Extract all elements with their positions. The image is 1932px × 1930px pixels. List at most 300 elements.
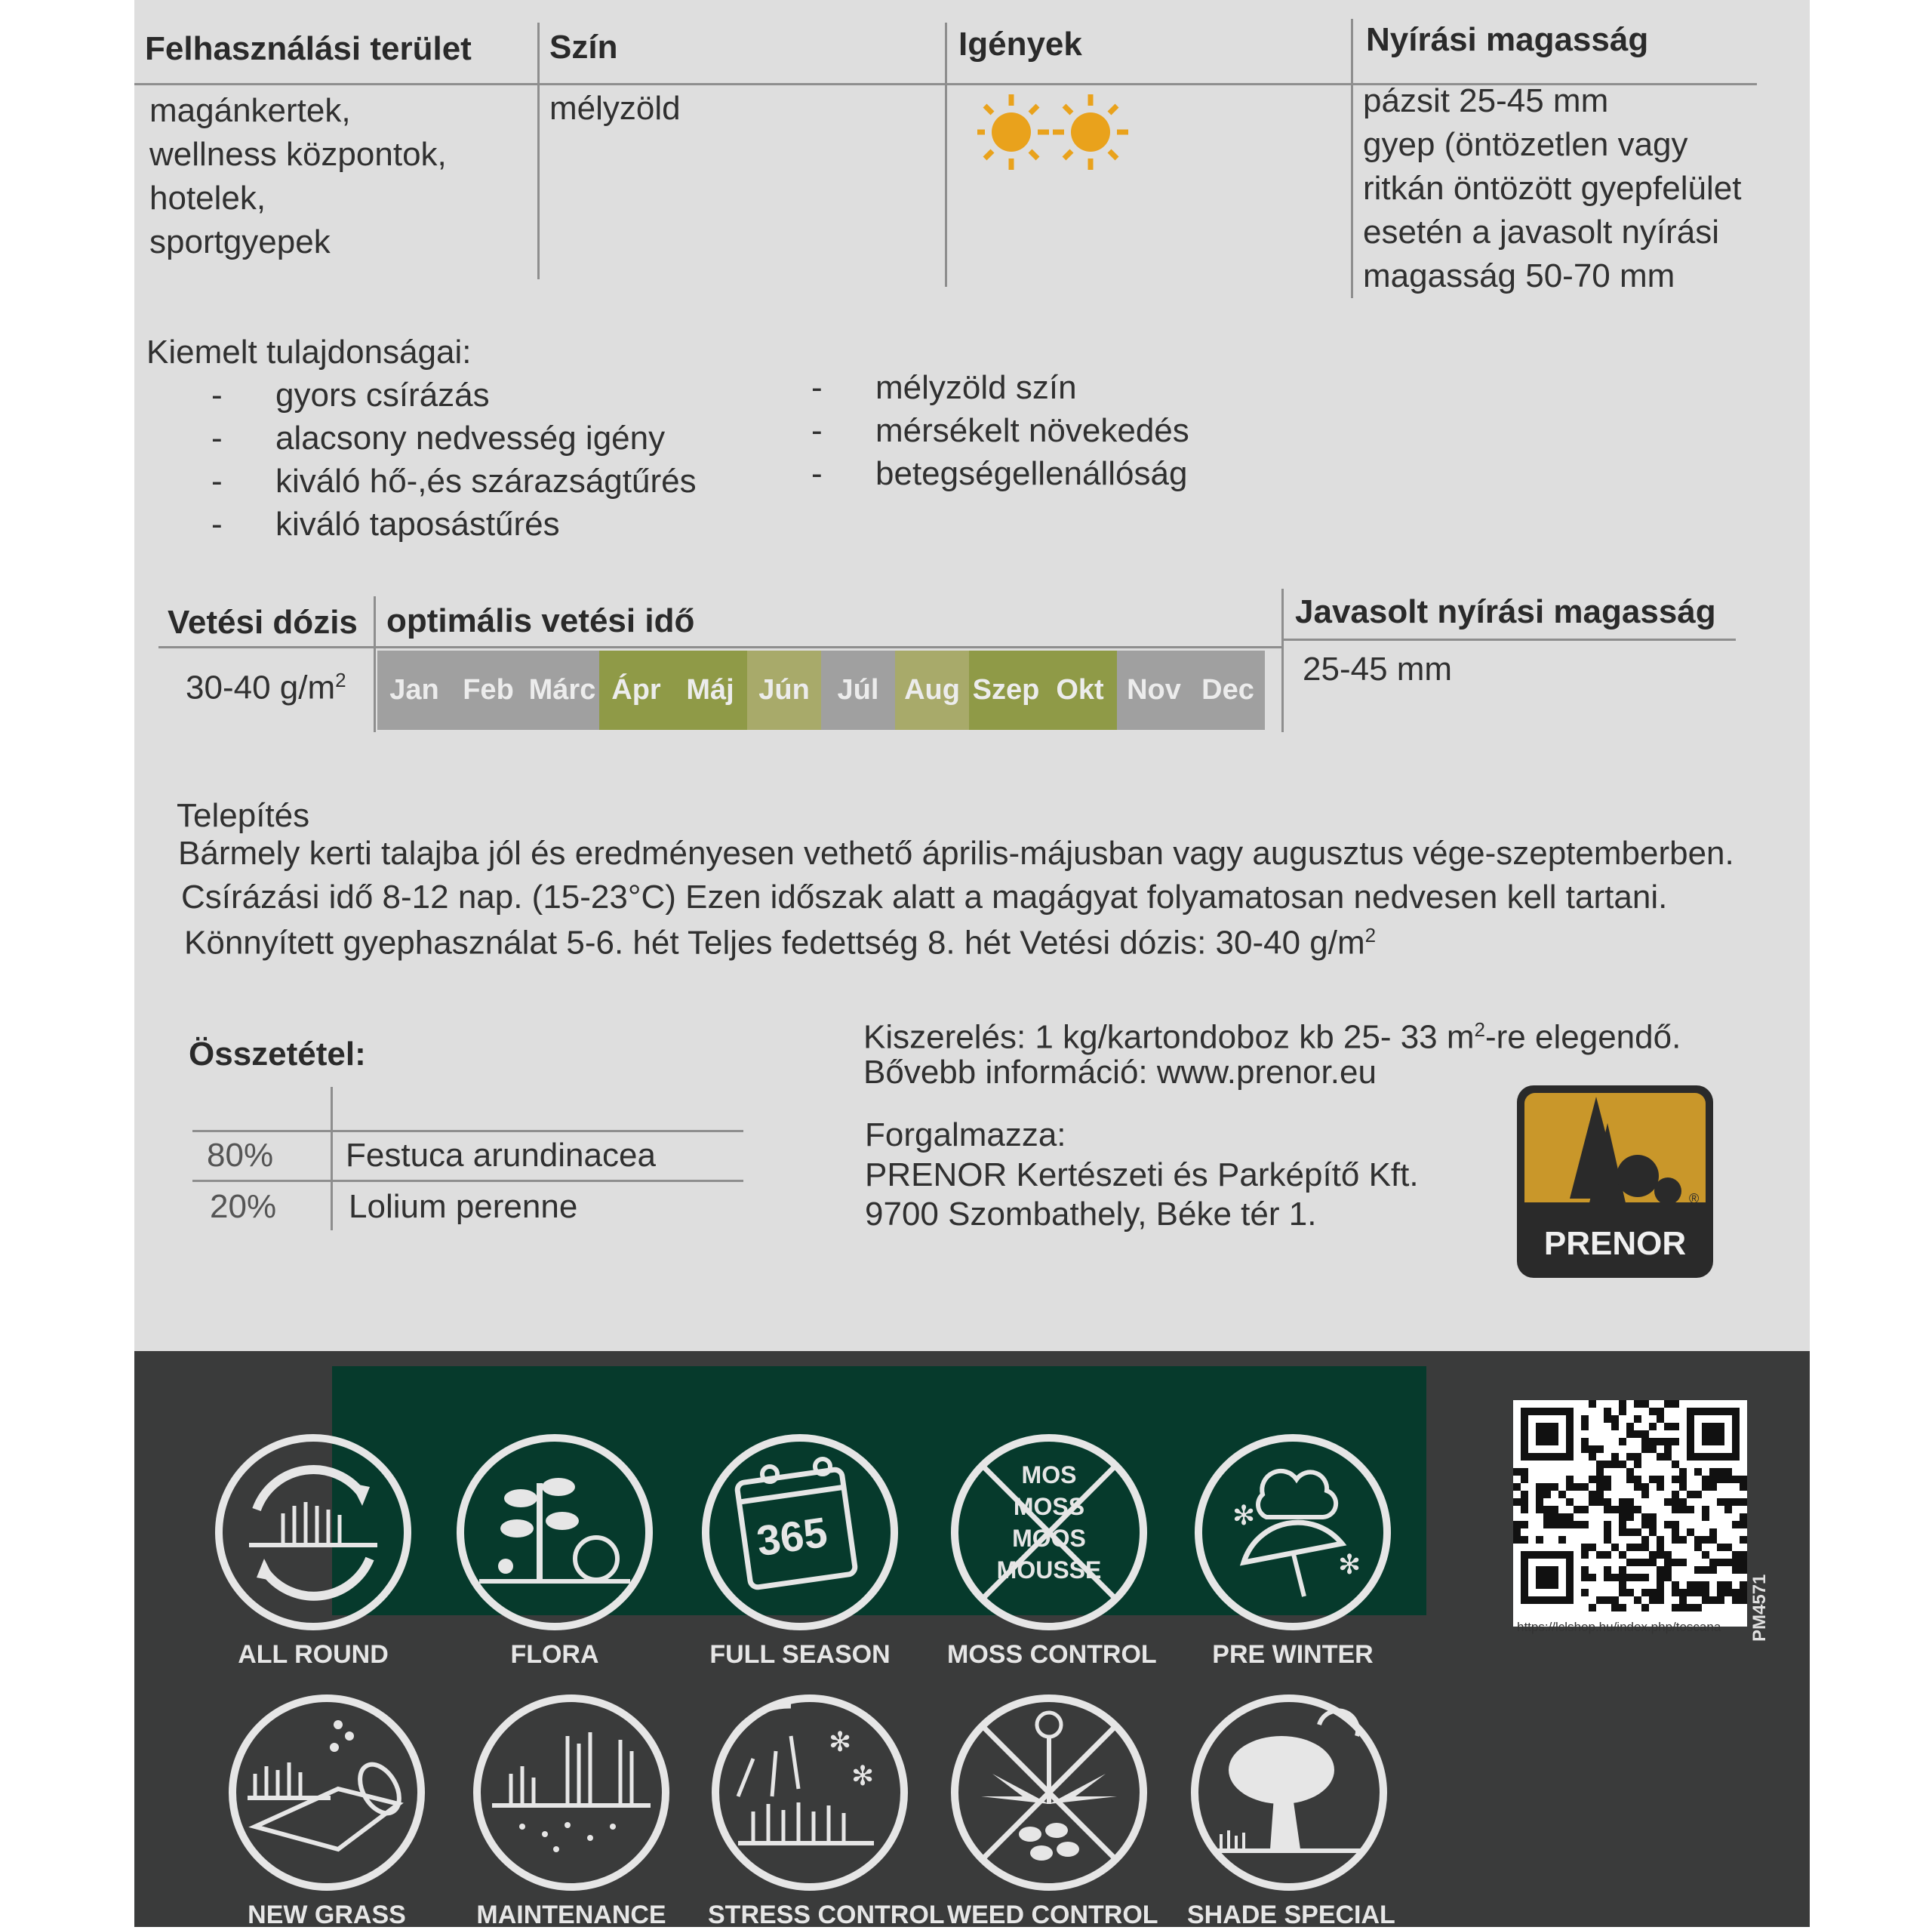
qr-module	[1657, 1408, 1664, 1415]
qr-module	[1649, 1589, 1657, 1596]
qr-module	[1687, 1581, 1694, 1589]
month-cell: Okt	[1043, 651, 1117, 730]
qr-module	[1574, 1483, 1581, 1491]
qr-module	[1679, 1536, 1687, 1544]
svg-text:✻: ✻	[829, 1727, 852, 1758]
composition-pct: 80%	[207, 1137, 274, 1174]
qr-module	[1740, 1566, 1747, 1574]
svg-text:✻: ✻	[851, 1761, 875, 1792]
qr-module	[1566, 1483, 1574, 1491]
qr-module	[1732, 1559, 1740, 1566]
usage-line: magánkertek,	[149, 92, 351, 129]
icon-label: ALL ROUND	[238, 1640, 389, 1669]
qr-module	[1536, 1498, 1543, 1506]
mowing-line: ritkán öntözött gyepfelület	[1363, 170, 1742, 207]
qr-module	[1709, 1596, 1717, 1604]
qr-module	[1649, 1476, 1657, 1483]
properties-left-list	[211, 374, 697, 546]
column-divider	[537, 23, 540, 279]
qr-module	[1724, 1498, 1732, 1506]
qr-module	[1679, 1506, 1687, 1513]
qr-module	[1740, 1536, 1747, 1544]
qr-module	[1709, 1468, 1717, 1476]
qr-module	[1543, 1506, 1551, 1513]
qr-module	[1641, 1438, 1649, 1445]
qr-module	[1634, 1461, 1641, 1468]
qr-module	[1657, 1544, 1664, 1551]
month-cell: Jún	[747, 651, 821, 730]
qr-module	[1551, 1521, 1558, 1528]
qr-module	[1679, 1498, 1687, 1506]
qr-module	[1611, 1415, 1619, 1423]
qr-module	[1619, 1506, 1626, 1513]
qr-module	[1672, 1604, 1679, 1611]
qr-module	[1566, 1513, 1574, 1521]
qr-module	[1657, 1574, 1664, 1581]
qr-module	[1717, 1476, 1724, 1483]
month-cell: Dec	[1201, 674, 1254, 706]
dose-value: 30-40 $g/m^2$	[186, 669, 346, 706]
qr-module	[1566, 1521, 1574, 1528]
qr-module	[1664, 1445, 1672, 1453]
month-cell: Aug	[895, 651, 969, 730]
qr-url[interactable]: https://lclshop.hu/index.php/toscana	[1517, 1620, 1721, 1634]
qr-module	[1543, 1521, 1551, 1528]
qr-module	[1634, 1476, 1641, 1483]
qr-module	[1619, 1461, 1626, 1468]
qr-module	[1732, 1551, 1740, 1559]
more-info: Bővebb információ: www.prenor.eu	[863, 1054, 1377, 1091]
qr-module	[1672, 1581, 1679, 1589]
qr-module	[1732, 1589, 1740, 1596]
qr-module	[1687, 1506, 1694, 1513]
qr-module	[1740, 1483, 1747, 1491]
month-cell: Ápr	[599, 651, 673, 730]
qr-module	[1649, 1513, 1657, 1521]
qr-module	[1619, 1604, 1626, 1611]
qr-module	[1717, 1589, 1724, 1596]
qr-module	[1649, 1551, 1657, 1559]
qr-module	[1558, 1491, 1566, 1498]
mowing-line: esetén a javasolt nyírási	[1363, 214, 1720, 251]
qr-module	[1732, 1521, 1740, 1528]
qr-module	[1619, 1551, 1626, 1559]
list-item: - mélyzöld szín	[811, 369, 1077, 406]
qr-module	[1641, 1536, 1649, 1544]
icon-label: MOSS CONTROL	[947, 1640, 1157, 1669]
pre-winter-icon	[1191, 1430, 1395, 1670]
qr-module	[1619, 1566, 1626, 1574]
packaging-info: Kiszerelés: 1 kg/kartondoboz kb 25- 33 $m^2-re$ elegendő.	[863, 1018, 1681, 1056]
column-divider	[945, 23, 947, 287]
qr-module	[1604, 1498, 1611, 1506]
mowing-line: magasság 50-70 mm	[1363, 257, 1675, 294]
qr-module	[1672, 1491, 1679, 1498]
qr-module	[1589, 1445, 1596, 1453]
qr-module	[1672, 1506, 1679, 1513]
qr-module	[1589, 1453, 1596, 1461]
qr-module	[1740, 1581, 1747, 1589]
qr-module	[1581, 1544, 1589, 1551]
svg-text:✻: ✻	[1338, 1550, 1361, 1581]
qr-module	[1649, 1559, 1657, 1566]
qr-module	[1740, 1596, 1747, 1604]
table-divider	[158, 646, 1283, 648]
qr-module	[1687, 1528, 1694, 1536]
qr-module	[1641, 1430, 1649, 1438]
qr-module	[1611, 1461, 1619, 1468]
qr-module	[1521, 1491, 1528, 1498]
qr-module	[1634, 1415, 1641, 1423]
qr-module	[1604, 1476, 1611, 1483]
qr-module	[1740, 1513, 1747, 1521]
qr-module	[1611, 1453, 1619, 1461]
qr-module	[1596, 1445, 1604, 1453]
list-item: - alacsony nedvesség igény	[211, 420, 666, 457]
mowing-header: Nyírási magasság	[1366, 21, 1649, 58]
qr-module	[1619, 1400, 1626, 1408]
table-divider	[1283, 639, 1736, 641]
qr-module	[1672, 1528, 1679, 1536]
tree-icon	[1524, 1093, 1706, 1221]
qr-module	[1581, 1483, 1589, 1491]
qr-module	[1702, 1483, 1709, 1491]
qr-module	[1521, 1476, 1528, 1483]
qr-module	[1679, 1476, 1687, 1483]
qr-module	[1657, 1483, 1664, 1491]
qr-module	[1611, 1574, 1619, 1581]
qr-module	[1641, 1559, 1649, 1566]
qr-module	[1641, 1491, 1649, 1498]
qr-module	[1604, 1461, 1611, 1468]
qr-module	[1679, 1559, 1687, 1566]
qr-module	[1611, 1596, 1619, 1604]
qr-module	[1649, 1408, 1657, 1415]
qr-module	[1732, 1596, 1740, 1604]
qr-module	[1694, 1536, 1702, 1544]
qr-module	[1664, 1498, 1672, 1506]
month-cell: Feb	[463, 674, 514, 706]
qr-module	[1604, 1528, 1611, 1536]
qr-module	[1604, 1596, 1611, 1604]
qr-module	[1641, 1521, 1649, 1528]
qr-module	[1566, 1476, 1574, 1483]
qr-module	[1626, 1528, 1634, 1536]
product-code: PM4571	[1749, 1574, 1770, 1642]
qr-module	[1664, 1400, 1672, 1408]
qr-module	[1589, 1476, 1596, 1483]
qr-module	[1589, 1491, 1596, 1498]
qr-module	[1513, 1468, 1521, 1476]
qr-module	[1664, 1559, 1672, 1566]
month-cell: Márc	[528, 674, 596, 706]
registered-mark: ®	[1689, 1191, 1700, 1206]
properties-title: Kiemelt tulajdonságai:	[146, 334, 472, 371]
qr-module	[1626, 1513, 1634, 1521]
stress-control-icon	[708, 1691, 945, 1930]
color-value: mélyzöld	[549, 90, 681, 127]
qr-module	[1634, 1559, 1641, 1566]
icon-label: STRESS CONTROL	[708, 1901, 945, 1929]
qr-module	[1611, 1423, 1619, 1430]
column-divider	[331, 1087, 333, 1230]
list-item: - kiváló hő-,és szárazságtűrés	[211, 463, 697, 500]
column-divider	[1281, 589, 1284, 732]
usage-line: sportgyepek	[149, 223, 331, 260]
qr-module	[1740, 1589, 1747, 1596]
month-cell: Szep	[969, 651, 1043, 730]
needs-header: Igények	[958, 26, 1082, 63]
qr-code[interactable]	[1513, 1400, 1747, 1627]
qr-module	[1558, 1536, 1566, 1544]
qr-module	[1664, 1423, 1672, 1430]
qr-module	[1604, 1574, 1611, 1581]
composition-pct: 20%	[210, 1188, 277, 1225]
qr-module	[1649, 1528, 1657, 1536]
prenor-logo	[1517, 1085, 1713, 1278]
mowing-line: pázsit 25-45 mm	[1363, 82, 1609, 119]
qr-module	[1657, 1596, 1664, 1604]
qr-module	[1641, 1483, 1649, 1491]
qr-module	[1672, 1461, 1679, 1468]
moss-control-icon	[947, 1430, 1157, 1670]
qr-module	[1626, 1476, 1634, 1483]
qr-module	[1672, 1438, 1679, 1445]
qr-module	[1679, 1483, 1687, 1491]
needs-cell	[977, 91, 1158, 177]
qr-module	[1581, 1423, 1589, 1430]
moss-word: MOUSSE	[996, 1556, 1102, 1584]
icon-label: FLORA	[510, 1640, 599, 1669]
install-line: Bármely kerti talajba jól és eredményesen vethető április-májusban vagy augusztus vége-szeptemberben.	[178, 835, 1734, 872]
qr-module	[1657, 1438, 1664, 1445]
qr-module	[1694, 1544, 1702, 1551]
moss-word: MOSS	[1013, 1493, 1085, 1520]
qr-module	[1641, 1574, 1649, 1581]
company-address: 9700 Szombathely, Béke tér 1.	[865, 1196, 1317, 1233]
qr-module	[1513, 1528, 1521, 1536]
qr-module	[1558, 1513, 1566, 1521]
color-header: Szín	[549, 29, 618, 66]
qr-module	[1664, 1521, 1672, 1528]
qr-module	[1543, 1483, 1551, 1491]
qr-module	[1672, 1400, 1679, 1408]
qr-module	[1626, 1574, 1634, 1581]
qr-module	[1596, 1491, 1604, 1498]
usage-line: hotelek,	[149, 180, 266, 217]
recommended-mow-header: Javasolt nyírási magasság	[1295, 593, 1716, 630]
qr-module	[1740, 1551, 1747, 1559]
mow-value: 25-45 mm	[1303, 651, 1453, 688]
icon-label: FULL SEASON	[709, 1640, 891, 1669]
shade-special-icon	[1187, 1691, 1395, 1930]
qr-module	[1687, 1589, 1694, 1596]
month-cell: Júl	[837, 674, 879, 706]
qr-module	[1687, 1491, 1694, 1498]
qr-module	[1596, 1468, 1604, 1476]
qr-module	[1717, 1581, 1724, 1589]
moss-word: MOS	[1021, 1461, 1077, 1488]
qr-module	[1664, 1453, 1672, 1461]
flora-icon	[453, 1430, 657, 1670]
qr-module	[1672, 1521, 1679, 1528]
composition-name: Festuca arundinacea	[346, 1137, 656, 1174]
qr-module	[1536, 1506, 1543, 1513]
svg-text:✻: ✻	[1232, 1501, 1256, 1531]
sowing-time-header: optimális vetési idő	[386, 602, 695, 639]
qr-module	[1589, 1400, 1596, 1408]
qr-module	[1521, 1536, 1528, 1544]
qr-module	[1732, 1498, 1740, 1506]
properties-right-list	[811, 366, 1189, 495]
month-cell: Jan	[389, 674, 439, 706]
month-calendar	[377, 651, 1265, 730]
qr-module	[1581, 1566, 1589, 1574]
list-item: - gyors csírázás	[211, 377, 490, 414]
qr-module	[1589, 1498, 1596, 1506]
qr-module	[1543, 1491, 1551, 1498]
qr-module	[1634, 1430, 1641, 1438]
qr-module	[1581, 1506, 1589, 1513]
install-line: Csírázási idő 8-12 nap. (15-23°C) Ezen időszak alatt a magágyat folyamatosan nedvesen kell tartani.	[181, 879, 1668, 916]
qr-module	[1619, 1521, 1626, 1528]
qr-module	[1619, 1528, 1626, 1536]
qr-module	[1664, 1551, 1672, 1559]
qr-module	[1649, 1521, 1657, 1528]
install-title: Telepítés	[177, 797, 310, 834]
qr-module	[1664, 1566, 1672, 1574]
qr-module	[1657, 1566, 1664, 1574]
qr-module	[1634, 1483, 1641, 1491]
qr-module	[1657, 1476, 1664, 1483]
qr-module	[1657, 1453, 1664, 1461]
qr-module	[1672, 1476, 1679, 1483]
logo-text: PRENOR	[1543, 1225, 1687, 1262]
qr-module	[1641, 1513, 1649, 1521]
sun-icon	[1053, 94, 1128, 170]
qr-module	[1581, 1438, 1589, 1445]
qr-module	[1679, 1589, 1687, 1596]
month-cell: Máj	[673, 651, 747, 730]
qr-module	[1724, 1559, 1732, 1566]
qr-module	[1619, 1408, 1626, 1415]
icon-label: WEED CONTROL	[947, 1901, 1158, 1929]
qr-module	[1664, 1438, 1672, 1445]
distributor-label: Forgalmazza:	[865, 1116, 1066, 1153]
qr-module	[1596, 1461, 1604, 1468]
qr-module	[1649, 1423, 1657, 1430]
qr-module	[1694, 1491, 1702, 1498]
qr-module	[1641, 1604, 1649, 1611]
qr-module	[1604, 1521, 1611, 1528]
qr-module	[1581, 1589, 1589, 1596]
qr-module	[1657, 1589, 1664, 1596]
usage-header: Felhasználási terület	[145, 30, 472, 67]
all-round-icon	[211, 1430, 415, 1670]
qr-module	[1657, 1415, 1664, 1423]
qr-module	[1634, 1544, 1641, 1551]
qr-module	[1724, 1581, 1732, 1589]
qr-module	[1740, 1521, 1747, 1528]
qr-module	[1717, 1544, 1724, 1551]
dose-header: Vetési dózis	[168, 604, 358, 641]
qr-module	[1626, 1544, 1634, 1551]
qr-module	[1709, 1566, 1717, 1574]
full-season-icon	[698, 1430, 902, 1670]
table-divider	[192, 1180, 743, 1182]
qr-module	[1687, 1604, 1694, 1611]
usage-cell	[149, 89, 447, 264]
qr-module	[1717, 1498, 1724, 1506]
qr-module	[1740, 1498, 1747, 1506]
column-divider	[1351, 19, 1353, 298]
qr-module	[1732, 1476, 1740, 1483]
qr-module	[1634, 1596, 1641, 1604]
qr-module	[1709, 1476, 1717, 1483]
qr-module	[1641, 1445, 1649, 1453]
qr-module	[1521, 1498, 1528, 1506]
qr-module	[1619, 1513, 1626, 1521]
qr-module	[1724, 1506, 1732, 1513]
qr-module	[1702, 1566, 1709, 1574]
qr-module	[1626, 1498, 1634, 1506]
qr-module	[1634, 1506, 1641, 1513]
usage-line: wellness központok,	[149, 136, 447, 173]
qr-module	[1702, 1589, 1709, 1596]
qr-module	[1596, 1498, 1604, 1506]
qr-module	[1513, 1536, 1521, 1544]
qr-module	[1521, 1468, 1528, 1476]
qr-module	[1596, 1596, 1604, 1604]
qr-module	[1702, 1551, 1709, 1559]
qr-module	[1596, 1551, 1604, 1559]
qr-module	[1694, 1566, 1702, 1574]
qr-module	[1694, 1581, 1702, 1589]
qr-module	[1724, 1589, 1732, 1596]
qr-module	[1672, 1589, 1679, 1596]
qr-module	[1709, 1536, 1717, 1544]
qr-module	[1702, 1476, 1709, 1483]
qr-module	[1589, 1604, 1596, 1611]
qr-module	[1596, 1483, 1604, 1491]
qr-module	[1649, 1445, 1657, 1453]
qr-module	[1536, 1491, 1543, 1498]
qr-module	[1626, 1423, 1634, 1430]
qr-module	[1709, 1528, 1717, 1536]
qr-module	[1604, 1551, 1611, 1559]
qr-module	[1732, 1566, 1740, 1574]
qr-module	[1740, 1559, 1747, 1566]
qr-module	[1702, 1536, 1709, 1544]
qr-module	[1581, 1445, 1589, 1453]
qr-module	[1672, 1536, 1679, 1544]
qr-module	[1672, 1498, 1679, 1506]
weed-control-icon	[947, 1691, 1158, 1930]
qr-module	[1611, 1544, 1619, 1551]
qr-module	[1626, 1589, 1634, 1596]
maintenance-icon	[469, 1691, 673, 1930]
qr-module	[1679, 1596, 1687, 1604]
qr-module	[1611, 1604, 1619, 1611]
qr-module	[1619, 1574, 1626, 1581]
qr-module	[1649, 1596, 1657, 1604]
qr-module	[1536, 1536, 1543, 1544]
qr-module	[1709, 1483, 1717, 1491]
qr-module	[1521, 1521, 1528, 1528]
qr-module	[1657, 1536, 1664, 1544]
qr-module	[1657, 1551, 1664, 1559]
qr-module	[1619, 1589, 1626, 1596]
